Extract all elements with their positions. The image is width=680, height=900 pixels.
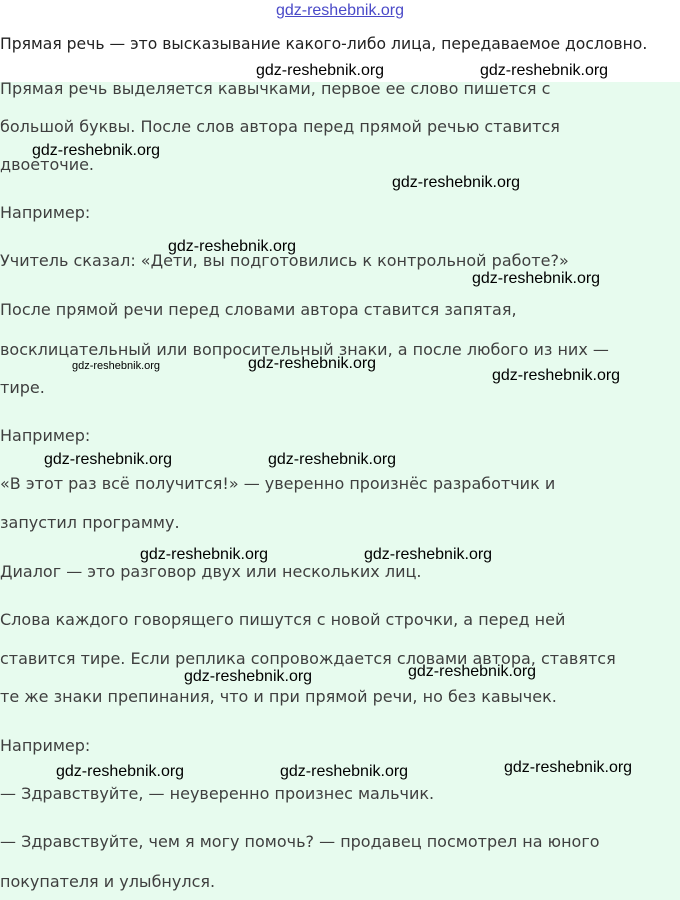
text-line: Например: (0, 426, 91, 445)
text-line: Прямая речь выделяется кавычками, первое ее слово пишется с (0, 79, 551, 98)
text-line: покупателя и улыбнулся. (0, 872, 216, 891)
watermark: gdz-reshebnik.org (364, 546, 493, 563)
watermark: gdz-reshebnik.org (280, 763, 409, 780)
watermark: gdz-reshebnik.org (472, 270, 601, 287)
site-link[interactable]: gdz-reshebnik.org (275, 2, 405, 19)
text-line: — Здравствуйте, — неуверенно произнес мальчик. (0, 784, 435, 803)
watermark: gdz-reshebnik.org (268, 451, 397, 468)
watermark: gdz-reshebnik.org (256, 62, 385, 79)
text-line: «В этот раз всё получится!» — уверенно произнёс разработчик и (0, 474, 556, 493)
text-line: Например: (0, 736, 91, 755)
watermark: gdz-reshebnik.org (248, 355, 377, 372)
text-line: Слова каждого говорящего пишутся с новой строчки, а перед ней (0, 610, 566, 629)
watermark: gdz-reshebnik.org (56, 763, 185, 780)
watermark: gdz-reshebnik.org (504, 759, 633, 776)
text-line: двоеточие. (0, 155, 95, 174)
watermark: gdz-reshebnik.org (408, 663, 537, 680)
text-line: Диалог — это разговор двух или нескольких лиц. (0, 562, 422, 581)
text-line: восклицательный или вопросительный знаки, а после любого из них — (0, 340, 609, 359)
text-line: запустил программу. (0, 513, 180, 532)
watermark: gdz-reshebnik.org (392, 174, 521, 191)
watermark: gdz-reshebnik.org (72, 360, 161, 372)
text-line: Прямая речь — это высказывание какого-либо лица, передаваемое дословно. (0, 35, 648, 53)
watermark: gdz-reshebnik.org (184, 668, 313, 685)
text-line: те же знаки препинания, что и при прямой речи, но без кавычек. (0, 687, 557, 706)
watermark: gdz-reshebnik.org (32, 142, 161, 159)
text-line: тире. (0, 378, 45, 397)
watermark: gdz-reshebnik.org (480, 62, 609, 79)
text-line: большой буквы. После слов автора перед прямой речью ставится (0, 117, 560, 136)
watermark: gdz-reshebnik.org (140, 546, 269, 563)
text-line: Учитель сказал: «Дети, вы подготовились к контрольной работе?» (0, 251, 569, 270)
text-line: — Здравствуйте, чем я могу помочь? — продавец посмотрел на юного (0, 832, 600, 851)
watermark: gdz-reshebnik.org (168, 238, 297, 255)
text-line: ставится тире. Если реплика сопровождается словами автора, ставятся (0, 649, 616, 668)
text-line: После прямой речи перед словами автора ставится запятая, (0, 300, 517, 319)
text-line: Например: (0, 203, 91, 222)
watermark: gdz-reshebnik.org (44, 451, 173, 468)
watermark: gdz-reshebnik.org (492, 367, 621, 384)
